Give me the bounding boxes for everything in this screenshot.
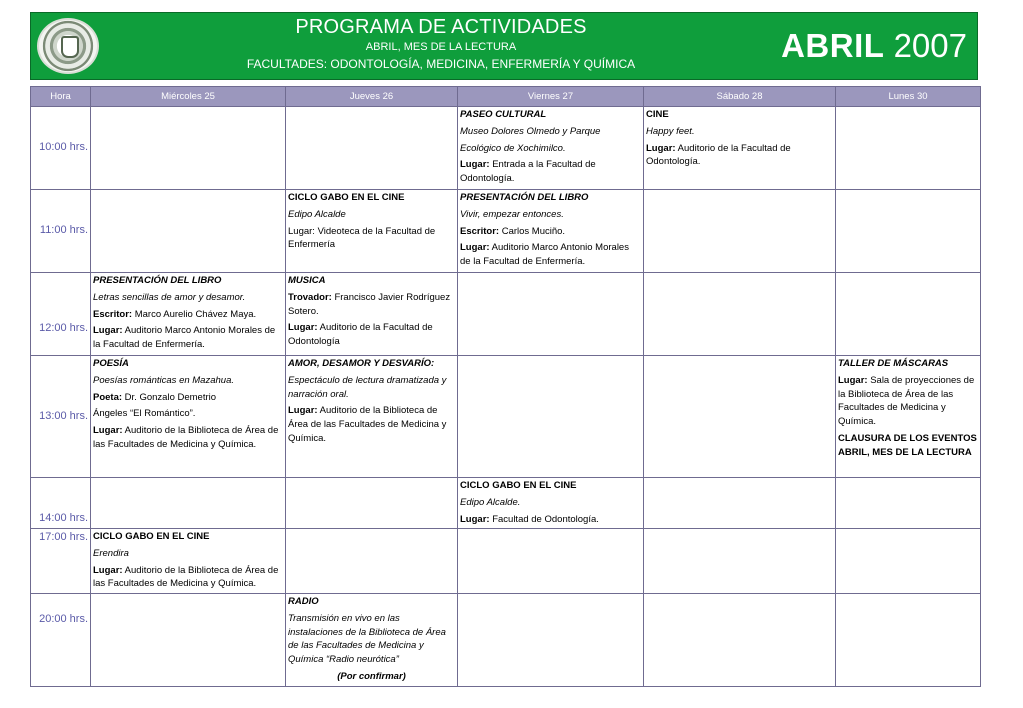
table-row — [31, 356, 981, 478]
event-cell — [91, 529, 286, 594]
closing-note: CLAUSURA DE LOS EVENTOS ABRIL, MES DE LA LECTURA — [838, 432, 977, 458]
event-location: Lugar: Facultad de Odontología. — [460, 513, 599, 525]
event-cell — [91, 273, 286, 356]
event-writer: Escritor: Carlos Muciño. — [460, 225, 566, 237]
event-description: Happy feet. — [646, 125, 695, 137]
event-cell — [644, 190, 836, 273]
event-description: Vivir, empezar entonces. — [460, 208, 564, 220]
col-header-viernes: Viernes 27 — [458, 87, 644, 107]
event-cell — [836, 594, 981, 687]
table-row — [31, 190, 981, 273]
event-cell — [836, 273, 981, 356]
event-cell — [458, 273, 644, 356]
event-poet: Poeta: Dr. Gonzalo Demetrio — [93, 391, 217, 403]
event-note: (Por confirmar) — [337, 670, 406, 682]
event-cell — [458, 356, 644, 478]
event-description: Ecológico de Xochimilco. — [460, 142, 566, 154]
event-cell — [458, 478, 644, 529]
hour-cell: 17:00 hrs. — [31, 529, 91, 594]
event-title: TALLER DE MÁSCARAS — [838, 358, 949, 369]
event-cell — [286, 529, 458, 594]
event-cell — [836, 190, 981, 273]
event-cell — [644, 107, 836, 190]
event-location: Lugar: Auditorio de la Facultad de Odontología — [288, 322, 433, 348]
event-cell — [836, 356, 981, 478]
event-location: Lugar: Auditorio de la Biblioteca de Área de las Facultades de Medicina y Química. — [93, 425, 279, 450]
event-cell — [458, 594, 644, 687]
event-description: Poesías románticas en Mazahua. — [93, 374, 234, 386]
hour-cell: 11:00 hrs. — [31, 190, 91, 273]
table-row — [31, 529, 981, 594]
event-cell — [286, 594, 458, 687]
table-row — [31, 107, 981, 190]
hour-cell: 12:00 hrs. — [31, 273, 91, 356]
year-label: 2007 — [893, 27, 967, 64]
col-header-sabado: Sábado 28 — [644, 87, 836, 107]
event-location: Lugar: Auditorio de la Facultad de Odontología. — [646, 142, 791, 168]
event-cell — [286, 356, 458, 478]
event-title: CINE — [646, 109, 669, 120]
event-cell — [644, 273, 836, 356]
event-cell — [644, 594, 836, 687]
event-title: POESÍA — [93, 358, 129, 369]
event-cell — [286, 190, 458, 273]
event-location: Lugar: Auditorio Marco Antonio Morales de la Facultad de Enfermería. — [93, 325, 276, 351]
col-header-jueves: Jueves 26 — [286, 87, 458, 107]
event-cell — [286, 273, 458, 356]
event-title: PRESENTACIÓN DEL LIBRO — [93, 275, 222, 286]
hour-cell: 13:00 hrs. — [31, 356, 91, 478]
event-title: PRESENTACIÓN DEL LIBRO — [460, 192, 589, 203]
event-title: MUSICA — [288, 275, 326, 286]
event-description: Espectáculo de lectura dramatizada y narración oral. — [288, 374, 447, 400]
event-description: Edipo Alcalde. — [460, 496, 521, 508]
event-cell — [458, 107, 644, 190]
event-location: Lugar: Auditorio de la Biblioteca de Área de las Facultades de Medicina y Química. — [288, 405, 447, 444]
event-title: PASEO CULTURAL — [460, 109, 547, 120]
event-description: Museo Dolores Olmedo y Parque — [460, 125, 601, 137]
page-title: PROGRAMA DE ACTIVIDADES — [295, 16, 587, 38]
event-performer: Trovador: Francisco Javier Rodríguez Sotero. — [288, 291, 451, 317]
event-description: Erendira — [93, 547, 129, 559]
event-cell — [91, 190, 286, 273]
schedule-table — [30, 86, 981, 687]
event-title: CICLO GABO EN EL CINE — [460, 480, 577, 491]
col-header-miercoles: Miércoles 25 — [91, 87, 286, 107]
event-title: CICLO GABO EN EL CINE — [93, 531, 210, 542]
event-title: RADIO — [288, 596, 319, 607]
table-row — [31, 594, 981, 687]
event-title: CICLO GABO EN EL CINE — [288, 192, 405, 203]
event-location: Lugar: Auditorio Marco Antonio Morales de la Facultad de Enfermería. — [460, 242, 629, 268]
page-subtitle: ABRIL, MES DE LA LECTURA — [365, 41, 517, 53]
event-description: Letras sencillas de amor y desamor. — [93, 291, 246, 303]
event-cell — [458, 190, 644, 273]
event-cell — [91, 478, 286, 529]
event-location: Lugar: Auditorio de la Biblioteca de Área de las Facultades de Medicina y Química. — [93, 564, 279, 590]
event-location: Lugar: Videoteca de la Facultad de Enfermería — [288, 225, 436, 251]
event-cell — [91, 107, 286, 190]
event-location: Lugar: Sala de proyecciones de la Biblioteca de Área de las Facultades de Medicina y Química. — [838, 374, 975, 428]
event-writer: Escritor: Marco Aurelio Chávez Maya. — [93, 308, 257, 320]
event-description: Edipo Alcalde — [288, 208, 346, 220]
event-cell — [836, 529, 981, 594]
event-description: Transmisión en vivo en las instalaciones de la Biblioteca de Área de las Facultades de Medicina y Química “Radio neurótica” — [288, 612, 446, 666]
month-label: ABRIL — [781, 27, 885, 64]
event-cell — [91, 356, 286, 478]
event-cell — [644, 478, 836, 529]
event-title: AMOR, DESAMOR Y DESVARÍO: — [288, 358, 435, 369]
event-cell — [644, 356, 836, 478]
event-cell — [458, 529, 644, 594]
event-location: Lugar: Entrada a la Facultad de Odontología. — [460, 159, 596, 185]
event-cell — [286, 107, 458, 190]
event-cell — [286, 478, 458, 529]
faculties-line: FACULTADES: ODONTOLOGÍA, MEDICINA, ENFERMERÍA Y QUÍMICA — [246, 57, 636, 71]
page-header — [30, 12, 978, 80]
event-cell — [91, 594, 286, 687]
event-cell — [644, 529, 836, 594]
event-cell — [836, 107, 981, 190]
table-row — [31, 478, 981, 529]
event-cell — [836, 478, 981, 529]
table-header-row — [31, 87, 981, 107]
event-poet-name: Ángeles “El Romántico”. — [93, 408, 196, 420]
col-header-hora: Hora — [31, 87, 91, 107]
hour-cell: 14:00 hrs. — [31, 478, 91, 529]
month-year — [781, 27, 967, 65]
hour-cell: 20:00 hrs. — [31, 594, 91, 687]
col-header-lunes: Lunes 30 — [836, 87, 981, 107]
table-row — [31, 273, 981, 356]
hour-cell: 10:00 hrs. — [31, 107, 91, 190]
